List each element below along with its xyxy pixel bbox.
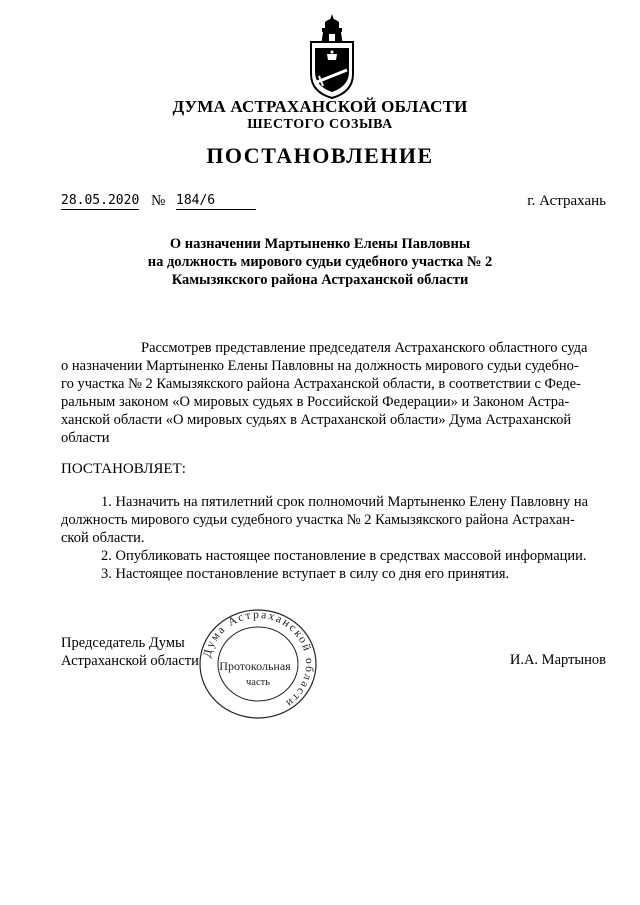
signatory-name: И.А. Мартынов: [509, 652, 606, 668]
official-stamp: [195, 608, 321, 720]
signatory-title-line: Астраханской области: [61, 653, 199, 669]
signatory-title: [61, 634, 199, 670]
item-line: 1. Назначить на пятилетний срок полномочий Мартыненко Елену Павловну на: [101, 494, 589, 510]
document-city: г. Астрахань: [527, 193, 606, 209]
stamp-ring-text: Дума Астраханской области: [201, 608, 316, 711]
preamble-line: Рассмотрев представление председателя Астраханского областного суда: [141, 340, 588, 356]
convocation-subtitle: ШЕСТОГО СОЗЫВА: [247, 117, 393, 132]
stamp-center-line: Протокольная: [219, 659, 291, 673]
document-subject: [0, 235, 640, 289]
document-type-title: ПОСТАНОВЛЕНИЕ: [206, 143, 434, 168]
preamble-line: ханской области «О мировых судьях в Астраханской области» Дума Астраханской: [61, 412, 572, 428]
organization-title: ДУМА АСТРАХАНСКОЙ ОБЛАСТИ: [172, 97, 468, 116]
preamble-line: о назначении Мартыненко Елены Павловны на должность мирового судьи судебно-: [61, 358, 579, 374]
preamble-line: го участка № 2 Камызякского района Астраханской области, в соответствии с Феде-: [61, 376, 581, 392]
document-date: 28.05.2020: [61, 193, 140, 208]
subject-line: Камызякского района Астраханской области: [171, 272, 469, 288]
preamble-line: области: [61, 430, 110, 446]
preamble-line: ральным законом «О мировых судьях в Российской Федерации» и Законом Астра-: [61, 394, 570, 410]
preamble-paragraph: [61, 339, 610, 447]
document-number: 184/6: [176, 193, 256, 210]
item-line: 2. Опубликовать настоящее постановление в средствах массовой информации.: [101, 548, 587, 564]
stamp-center-line: часть: [246, 677, 270, 688]
number-label: №: [151, 193, 166, 209]
item-line: 3. Настоящее постановление вступает в силу со дня его принятия.: [101, 566, 510, 582]
resolution-item-3: [61, 565, 610, 583]
signatory-title-line: Председатель Думы: [61, 635, 185, 651]
resolution-item-2: [61, 547, 610, 565]
item-line: ской области.: [61, 530, 145, 546]
subject-line: О назначении Мартыненко Елены Павловны: [169, 236, 471, 252]
subject-line: на должность мирового судьи судебного участка № 2: [147, 254, 493, 270]
resolution-item-1: [61, 493, 610, 547]
item-line: должность мирового судьи судебного участка № 2 Камызякского района Астрахан-: [61, 512, 575, 528]
resolves-heading: ПОСТАНОВЛЯЕТ:: [61, 461, 186, 477]
coat-of-arms-icon: [301, 12, 363, 100]
